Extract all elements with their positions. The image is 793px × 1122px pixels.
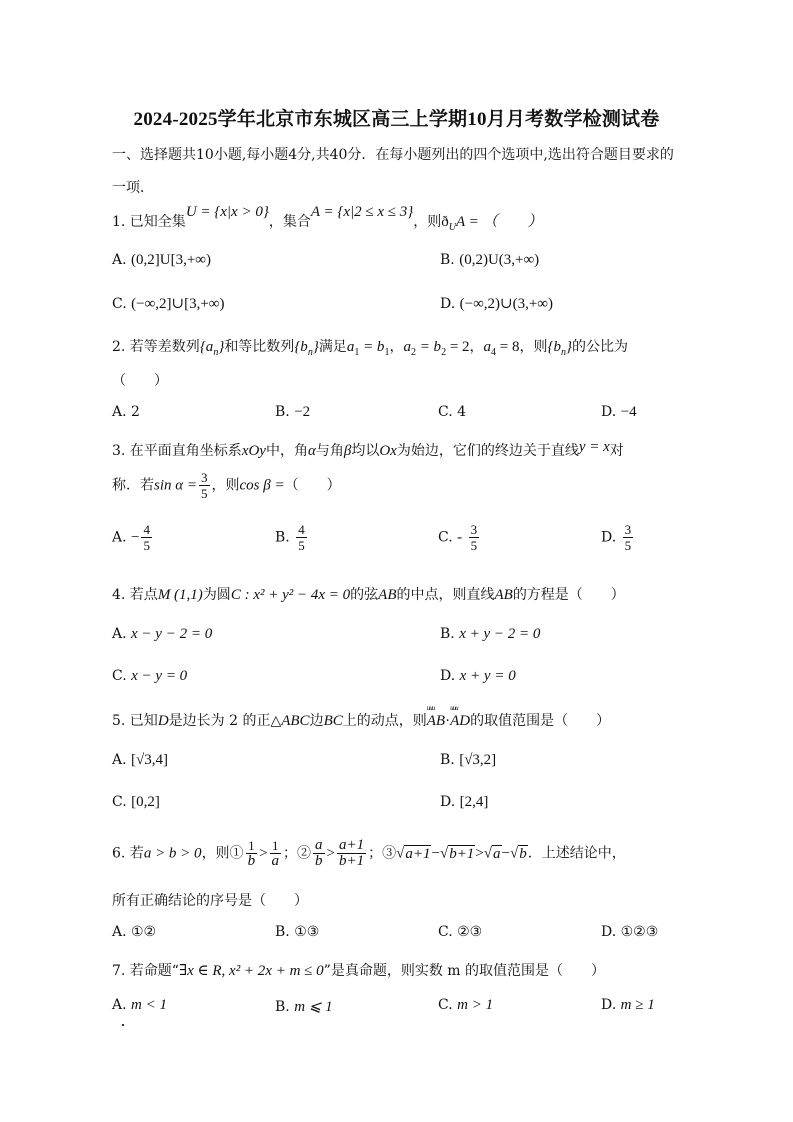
question-4-option-b: B. x + y − 2 = 0 [440,626,541,642]
question-1-option-c: C. (−∞,2]∪[3,+∞) [112,296,225,312]
question-7-option-a: A. m < 1 [112,997,167,1013]
question-5-option-a: A. [√3,4] [112,752,168,768]
question-5-option-c: C. [0,2] [112,794,160,810]
question-3-option-b: B. $\frac{4}{5}$ [275,522,305,553]
question-6-stem: 6. 若a > b > 0，则① $\frac{1}{b}$ > $\frac{1}{a}$ ；② $\frac{a}{b}$ > $\frac{a+1}{b+1}$ ；③√a+1−√b+1>√a−√b．上述结论中， [112,837,626,869]
question-6-option-b: B. ①③ [275,924,320,940]
question-4-option-c: C. x − y = 0 [112,668,188,684]
question-1-option-a: A. (0,2]U[3,+∞) [112,252,211,268]
question-6-option-d: D. ①②③ [601,924,659,940]
question-2-option-b: B. −2 [275,404,311,420]
question-3-option-c: C. - $\frac{3}{5}$ [438,522,478,553]
question-1-stem: 1. 已知全集U = {x|x > 0}，集合A = {x|2 ≤ x ≤ 3}，则$ð_UA$ = （ ） [112,204,543,233]
vector-ad: uuu AD [450,713,470,730]
section-instructions-cont: 一项． [112,180,154,196]
question-2-option-a: A. 2 [112,404,140,420]
question-1-option-d: D. (−∞,2)∪(3,+∞) [440,296,553,312]
question-5-option-d: D. [2,4] [440,794,489,810]
question-7-stem: 7. 若命题“∃x ∈ R, x² + 2x + m ≤ 0”是真命题，则实数 m 的取值范围是（ ） [112,963,605,979]
question-2-option-c: C. 4 [438,404,467,420]
question-7-option-b: B. m ⩽ 1 [275,999,333,1015]
question-1-option-b: B. (0,2)U(3,+∞) [440,252,540,268]
stray-mark [122,1024,124,1026]
set-a: A = {x|2 ≤ x ≤ 3} [310,204,414,220]
question-6-option-c: C. ②③ [438,924,483,940]
question-6-option-a: A. ①② [112,924,157,940]
question-5-stem: 5. 已知D是边长为 2 的正△ABC边BC上的动点，则uuu AB·uuu AD的取值范围是（ ） [112,710,610,730]
question-6-stem-cont: 所有正确结论的序号是（ ） [112,893,308,909]
vector-ab: uuu AB [427,713,445,730]
question-3-option-d: D. $\frac{3}{5}$ [601,522,632,553]
question-3-option-a: A. − $\frac{4}{5}$ [112,522,150,553]
section-instructions: 一、选择题共10小题,每小题4分,共40分．在每小题列出的四个选项中,选出符合题目要求的 [112,147,674,163]
question-3-stem-cont: 称．若sin α = $\frac{3}{5}$ ，则cos β =（ ） [112,470,341,501]
question-2-option-d: D. −4 [601,404,637,420]
question-7-option-d: D. m ≥ 1 [601,997,655,1013]
set-u: U = {x|x > 0} [185,204,269,220]
question-7-option-c: C. m > 1 [438,997,494,1013]
question-2-stem: 2. 若等差数列$\{a_n\}$和等比数列$\{b_n\}$满足$a_1 = b_1$，$a_2 = b_2 = 2$，$a_4 = 8$，则$\{b_n\}$的公比为 [112,339,628,358]
question-4-option-d: D. x + y = 0 [440,668,516,684]
question-4-option-a: A. x − y − 2 = 0 [112,626,213,642]
page-title: 2024-2025学年北京市东城区高三上学期10月月考数学检测试卷 [133,109,660,130]
question-2-paren: （ ） [112,373,168,389]
question-5-option-b: B. [√3,2] [440,752,497,768]
question-4-stem: 4. 若点M (1,1)为圆C : x² + y² − 4x = 0的弦AB的中点，则直线AB的方程是（ ） [112,587,625,603]
question-3-stem: 3. 在平面直角坐标系xOy中，角α与角β均以Ox为始边，它们的终边关于直线y = x对 [112,439,624,459]
